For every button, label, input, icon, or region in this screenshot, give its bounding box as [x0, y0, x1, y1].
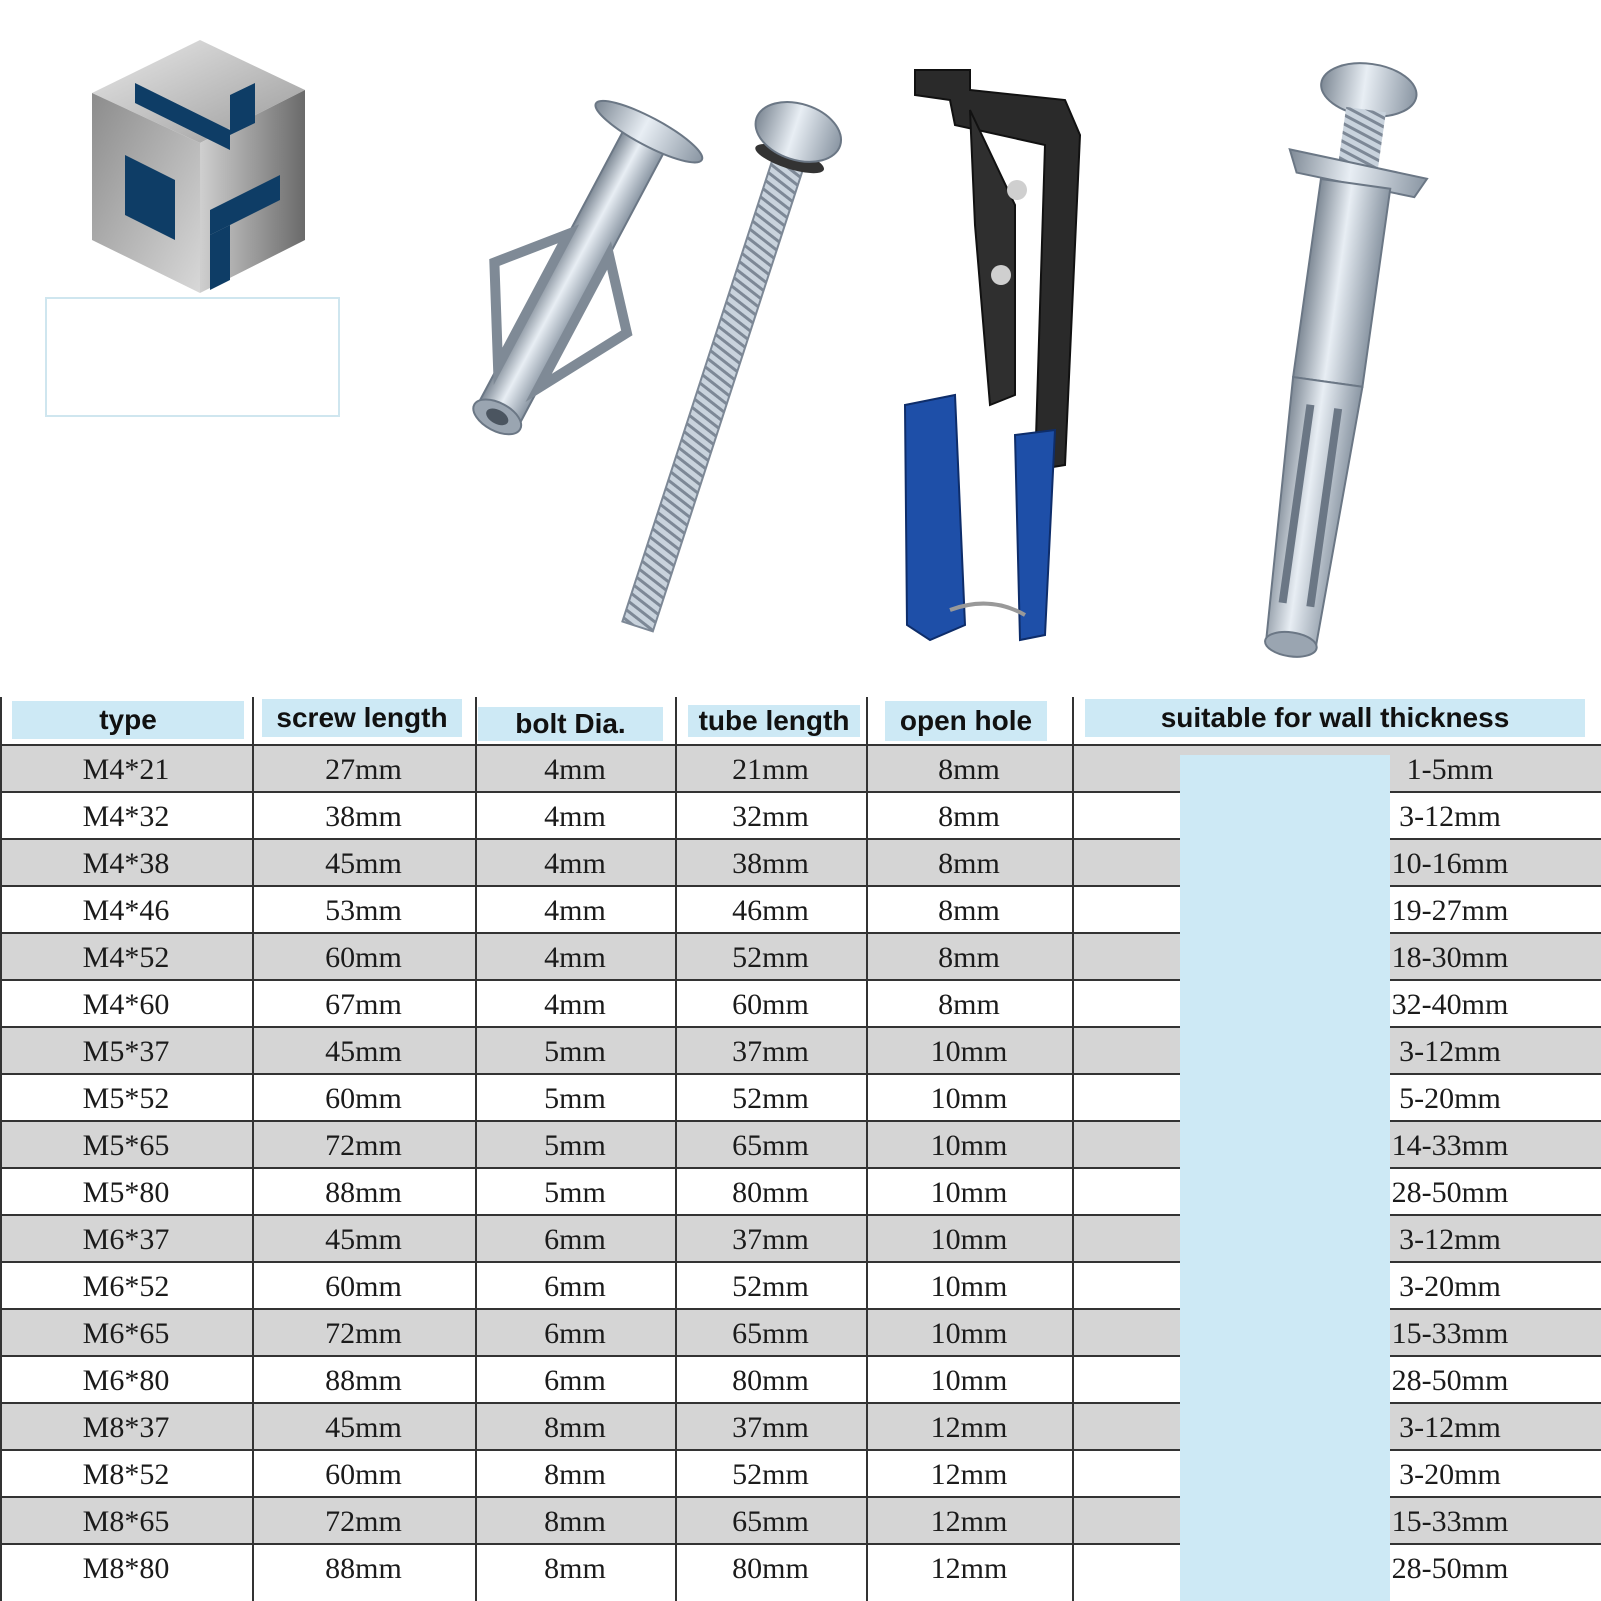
cell-type: M8*65 — [82, 1505, 170, 1538]
cell-type: M8*37 — [82, 1411, 170, 1444]
cell-screw-length: 45mm — [325, 847, 402, 880]
cell-bolt-dia: 4mm — [544, 800, 606, 833]
cell-type: M6*80 — [82, 1364, 170, 1397]
cell-type: M4*52 — [82, 941, 170, 974]
cell-screw-length: 45mm — [325, 1223, 402, 1256]
cell-wall-thickness: 28-50mm — [1391, 1364, 1509, 1397]
cell-open-hole: 10mm — [930, 1035, 1008, 1068]
cell-wall-thickness: 3-12mm — [1399, 1035, 1501, 1068]
grid-line — [1072, 697, 1074, 1601]
cell-bolt-dia: 5mm — [544, 1082, 606, 1115]
cell-screw-length: 72mm — [325, 1129, 402, 1162]
cell-type: M4*46 — [82, 894, 170, 927]
cell-open-hole: 12mm — [930, 1458, 1008, 1491]
cell-open-hole: 8mm — [938, 941, 1000, 974]
grid-line — [252, 697, 254, 1601]
header-wall-thickness: suitable for wall thickness — [1085, 699, 1585, 737]
cell-screw-length: 27mm — [325, 753, 402, 786]
molly-anchor-icon — [1200, 55, 1430, 675]
cell-type: M4*21 — [82, 753, 170, 786]
rivet-gun-icon — [895, 65, 1125, 665]
cell-wall-thickness: 1-5mm — [1406, 753, 1494, 786]
cell-type: M6*65 — [82, 1317, 170, 1350]
cell-wall-thickness: 3-12mm — [1399, 1223, 1501, 1256]
cell-wall-thickness: 3-20mm — [1399, 1458, 1501, 1491]
cell-tube-length: 80mm — [732, 1552, 809, 1585]
cell-type: M4*38 — [82, 847, 170, 880]
cell-type: M4*60 — [82, 988, 170, 1021]
cell-tube-length: 52mm — [732, 941, 809, 974]
cell-tube-length: 80mm — [732, 1364, 809, 1397]
header-tube-length: tube length — [688, 705, 860, 737]
cell-open-hole: 10mm — [930, 1364, 1008, 1397]
grid-line — [675, 697, 677, 1601]
cell-open-hole: 8mm — [938, 753, 1000, 786]
cell-wall-thickness: 3-12mm — [1399, 800, 1501, 833]
cell-tube-length: 37mm — [732, 1411, 809, 1444]
cell-tube-length: 65mm — [732, 1505, 809, 1538]
cell-tube-length: 52mm — [732, 1458, 809, 1491]
cell-bolt-dia: 6mm — [544, 1317, 606, 1350]
cell-wall-thickness: 28-50mm — [1391, 1552, 1509, 1585]
cell-wall-thickness: 3-20mm — [1399, 1270, 1501, 1303]
header-type: type — [12, 701, 244, 739]
cell-screw-length: 67mm — [325, 988, 402, 1021]
cell-wall-thickness: 15-33mm — [1391, 1505, 1509, 1538]
cell-wall-thickness: 19-27mm — [1391, 894, 1509, 927]
cell-tube-length: 65mm — [732, 1317, 809, 1350]
cell-open-hole: 10mm — [930, 1223, 1008, 1256]
cell-bolt-dia: 6mm — [544, 1223, 606, 1256]
cell-type: M8*80 — [82, 1552, 170, 1585]
cell-type: M8*52 — [82, 1458, 170, 1491]
cell-tube-length: 38mm — [732, 847, 809, 880]
cell-tube-length: 60mm — [732, 988, 809, 1021]
cell-bolt-dia: 5mm — [544, 1035, 606, 1068]
cell-screw-length: 45mm — [325, 1035, 402, 1068]
cell-screw-length: 53mm — [325, 894, 402, 927]
cell-tube-length: 80mm — [732, 1176, 809, 1209]
cell-bolt-dia: 8mm — [544, 1458, 606, 1491]
grid-line — [866, 697, 868, 1601]
cell-tube-length: 37mm — [732, 1035, 809, 1068]
cell-wall-thickness: 3-12mm — [1399, 1411, 1501, 1444]
cell-open-hole: 8mm — [938, 988, 1000, 1021]
cell-bolt-dia: 6mm — [544, 1364, 606, 1397]
cell-screw-length: 45mm — [325, 1411, 402, 1444]
cell-tube-length: 46mm — [732, 894, 809, 927]
logo-caption-box — [45, 297, 340, 417]
header-bolt-dia: bolt Dia. — [478, 707, 663, 741]
cell-type: M5*37 — [82, 1035, 170, 1068]
wall-thickness-overlay — [1180, 755, 1390, 1601]
cell-wall-thickness: 5-20mm — [1399, 1082, 1501, 1115]
cell-type: M5*52 — [82, 1082, 170, 1115]
cell-wall-thickness: 10-16mm — [1391, 847, 1509, 880]
cell-bolt-dia: 8mm — [544, 1411, 606, 1444]
cell-type: M6*37 — [82, 1223, 170, 1256]
cell-wall-thickness: 15-33mm — [1391, 1317, 1509, 1350]
cell-bolt-dia: 8mm — [544, 1505, 606, 1538]
cell-bolt-dia: 8mm — [544, 1552, 606, 1585]
cell-open-hole: 12mm — [930, 1505, 1008, 1538]
header-screw-length: screw length — [262, 699, 462, 737]
cell-bolt-dia: 4mm — [544, 753, 606, 786]
cell-screw-length: 60mm — [325, 1082, 402, 1115]
cell-tube-length: 32mm — [732, 800, 809, 833]
cell-tube-length: 21mm — [732, 753, 809, 786]
cell-bolt-dia: 5mm — [544, 1176, 606, 1209]
cell-screw-length: 88mm — [325, 1552, 402, 1585]
cell-wall-thickness: 28-50mm — [1391, 1176, 1509, 1209]
cell-type: M5*80 — [82, 1176, 170, 1209]
cell-screw-length: 72mm — [325, 1317, 402, 1350]
cell-open-hole: 8mm — [938, 847, 1000, 880]
grid-line — [475, 697, 477, 1601]
cell-wall-thickness: 18-30mm — [1391, 941, 1509, 974]
cell-wall-thickness: 32-40mm — [1391, 988, 1509, 1021]
machine-bolt-icon — [585, 80, 860, 655]
cell-bolt-dia: 5mm — [544, 1129, 606, 1162]
cell-open-hole: 8mm — [938, 894, 1000, 927]
cell-type: M4*32 — [82, 800, 170, 833]
cell-tube-length: 65mm — [732, 1129, 809, 1162]
cell-tube-length: 52mm — [732, 1270, 809, 1303]
cell-tube-length: 52mm — [732, 1082, 809, 1115]
cell-bolt-dia: 4mm — [544, 941, 606, 974]
cell-bolt-dia: 4mm — [544, 847, 606, 880]
cell-bolt-dia: 6mm — [544, 1270, 606, 1303]
cell-open-hole: 10mm — [930, 1129, 1008, 1162]
cell-screw-length: 38mm — [325, 800, 402, 833]
cell-wall-thickness: 14-33mm — [1391, 1129, 1509, 1162]
cell-screw-length: 60mm — [325, 1458, 402, 1491]
cell-screw-length: 60mm — [325, 941, 402, 974]
cell-bolt-dia: 4mm — [544, 894, 606, 927]
header-open-hole: open hole — [885, 701, 1047, 741]
cell-type: M6*52 — [82, 1270, 170, 1303]
grid-line — [0, 697, 2, 1601]
cell-open-hole: 10mm — [930, 1082, 1008, 1115]
cell-screw-length: 60mm — [325, 1270, 402, 1303]
cell-open-hole: 12mm — [930, 1552, 1008, 1585]
cell-screw-length: 72mm — [325, 1505, 402, 1538]
cell-open-hole: 12mm — [930, 1411, 1008, 1444]
logo-cube-icon — [80, 35, 320, 300]
cell-type: M5*65 — [82, 1129, 170, 1162]
cell-tube-length: 37mm — [732, 1223, 809, 1256]
cell-open-hole: 8mm — [938, 800, 1000, 833]
cell-open-hole: 10mm — [930, 1176, 1008, 1209]
cell-screw-length: 88mm — [325, 1176, 402, 1209]
table-header — [0, 697, 1601, 744]
cell-screw-length: 88mm — [325, 1364, 402, 1397]
cell-open-hole: 10mm — [930, 1270, 1008, 1303]
cell-open-hole: 10mm — [930, 1317, 1008, 1350]
cell-bolt-dia: 4mm — [544, 988, 606, 1021]
